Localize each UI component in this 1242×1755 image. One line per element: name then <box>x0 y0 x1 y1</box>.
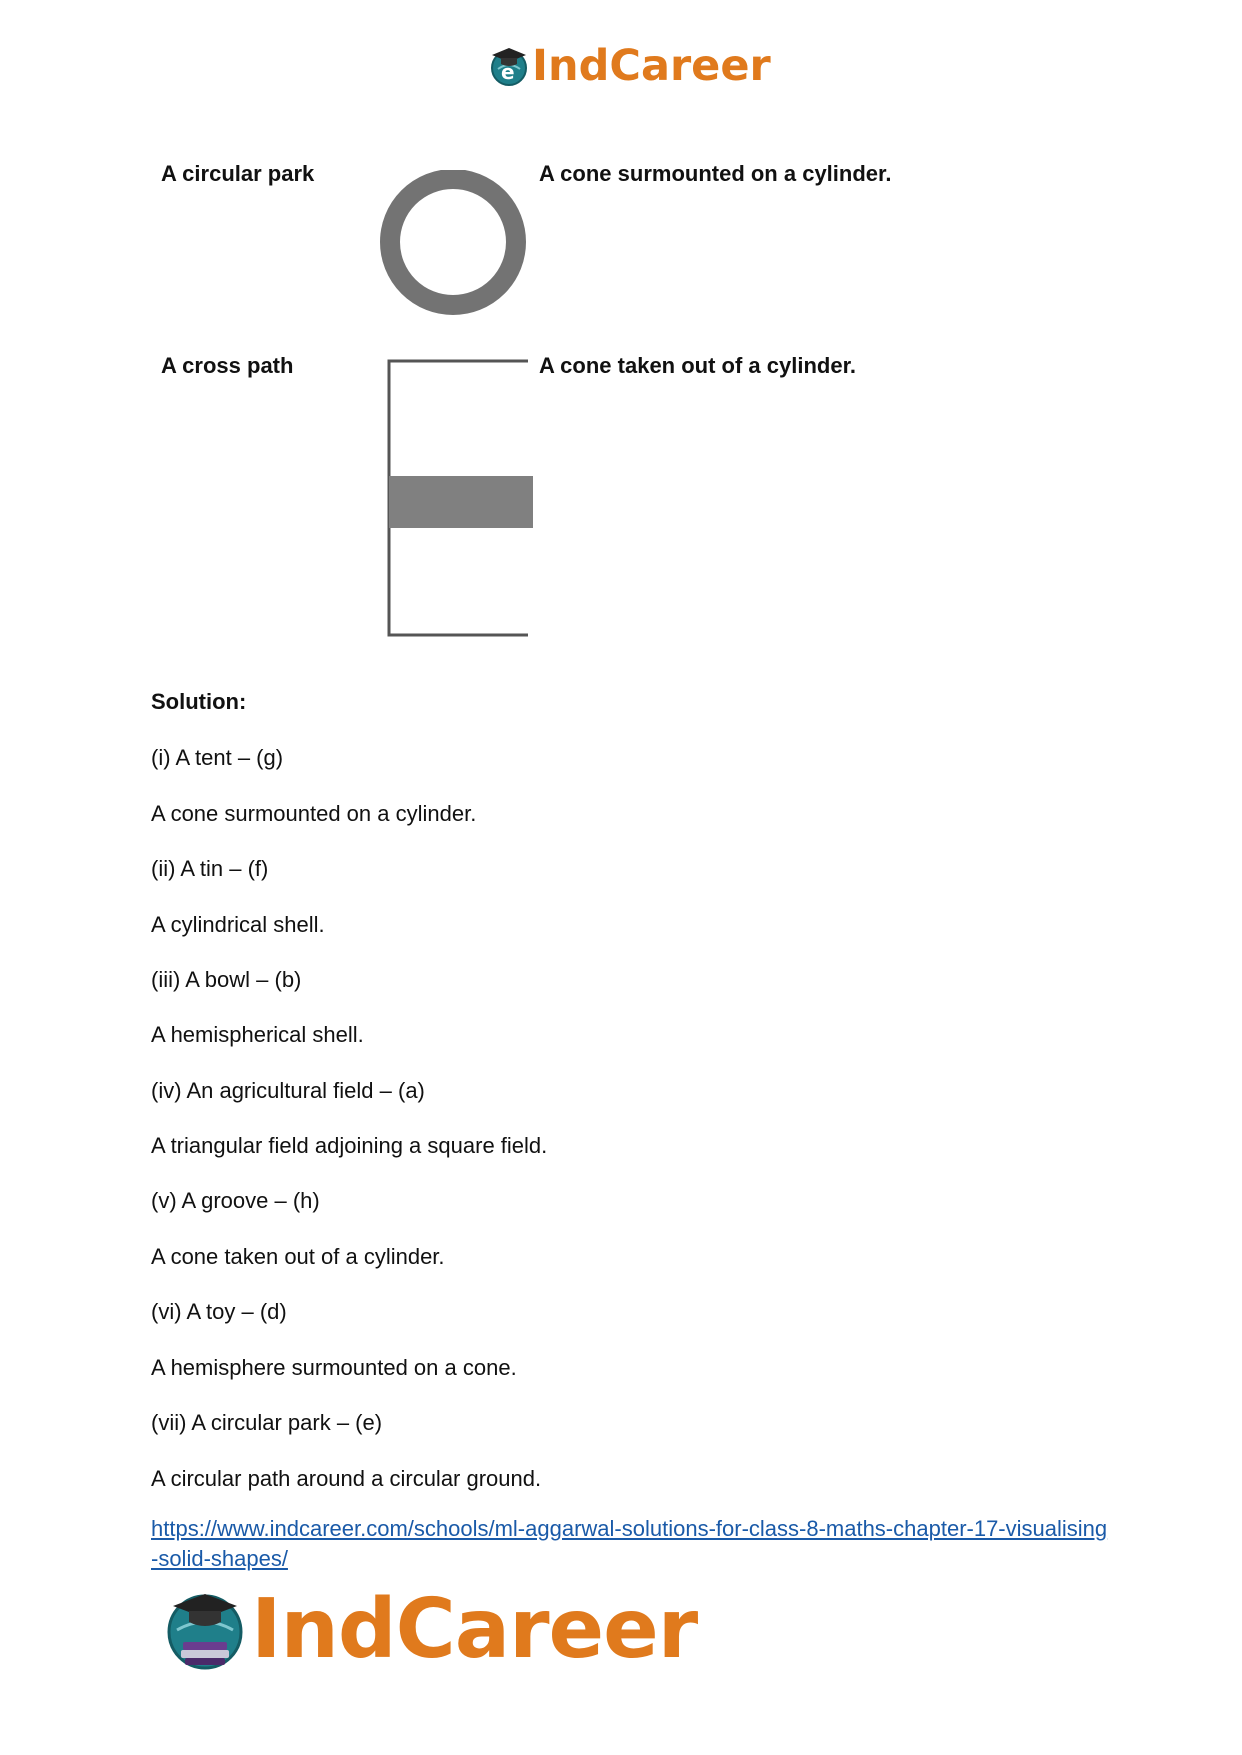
logo-wordmark: IndCareer <box>532 41 771 91</box>
cross-path-shape <box>384 356 534 641</box>
ring-shape <box>378 170 528 320</box>
row-2-right-label: A cone taken out of a cylinder. <box>539 353 857 378</box>
header-logo <box>488 40 771 92</box>
solution-line: A hemispherical shell. <box>151 1022 364 1047</box>
solution-line: A triangular field adjoining a square field. <box>151 1133 548 1158</box>
solution-line: (vi) A toy – (d) <box>151 1299 287 1324</box>
solution-line: (vii) A circular park – (e) <box>151 1410 383 1435</box>
solution-line: (iv) An agricultural field – (a) <box>151 1078 425 1103</box>
solution-line: (ii) A tin – (f) <box>151 856 269 881</box>
footer-logo <box>163 1582 698 1677</box>
solution-line: A hemisphere surmounted on a cone. <box>151 1355 517 1380</box>
graduation-globe-books-icon <box>163 1588 247 1672</box>
solution-line: (v) A groove – (h) <box>151 1188 320 1213</box>
solution-line: (iii) A bowl – (b) <box>151 967 302 992</box>
solution-line: (i) A tent – (g) <box>151 745 284 770</box>
solution-line: A cylindrical shell. <box>151 912 325 937</box>
source-link[interactable]: https://www.indcareer.com/schools/ml-aggarwal-solutions-for-class-8-maths-chapter-17-visualising-solid-shapes/ <box>151 1516 1108 1571</box>
solution-line: A cone taken out of a cylinder. <box>151 1244 445 1269</box>
solution-heading: Solution: <box>151 689 247 714</box>
svg-text:e: e <box>501 60 515 84</box>
logo-wordmark: IndCareer <box>251 1582 698 1677</box>
graduation-globe-icon <box>488 45 530 87</box>
row-1-left-label: A circular park <box>161 161 315 186</box>
solution-line: A cone surmounted on a cylinder. <box>151 801 477 826</box>
row-1-right-label: A cone surmounted on a cylinder. <box>539 161 892 186</box>
solution-line: A circular path around a circular ground. <box>151 1466 542 1491</box>
row-2-left-label: A cross path <box>161 353 294 378</box>
